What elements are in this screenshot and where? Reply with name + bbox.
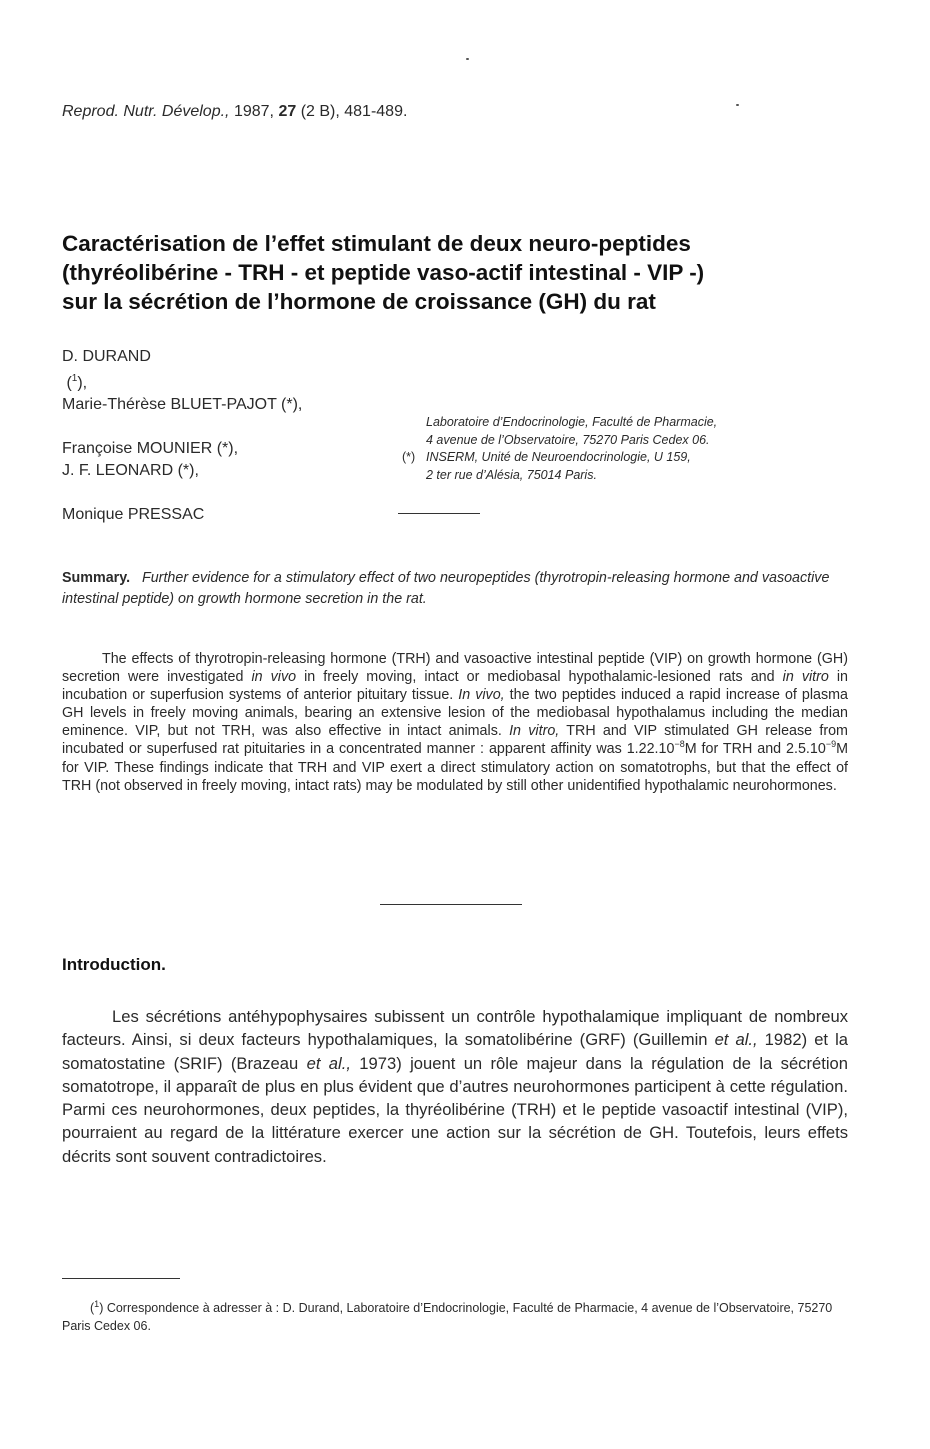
affiliation-line: Laboratoire d’Endocrinologie, Faculté de Pharmacie, — [426, 415, 718, 429]
footnote-text: Correspondence à adresser à : D. Durand, Laboratoire d’Endocrinologie, Faculté de Pharmacie, 4 avenue de l’Observatoire, 75270 Paris Cedex 06. — [62, 1301, 833, 1334]
scan-speck — [466, 58, 469, 60]
author: Marie-Thérèse BLUET-PAJOT (*), — [62, 396, 303, 414]
footnote-mark: 1 — [94, 1299, 100, 1309]
title-line: sur la sécrétion de l’hormone de croissance (GH) du rat — [62, 289, 656, 314]
summary — [62, 568, 848, 609]
affiliation-mark: (*) — [402, 450, 416, 464]
paper-title — [62, 229, 862, 316]
title-line: Caractérisation de l’effet stimulant de deux neuro-peptides — [62, 231, 691, 256]
footnote: ($^1$) Correspondence à adresser à : D. Durand, Laboratoire d’Endocrinologie, Faculté de Pharmacie, 4 avenue de l’Observatoire, 75270 Paris Cedex 06. — [62, 1299, 833, 1334]
author-footnote-mark: 1 — [71, 373, 78, 384]
journal-volume: 27 — [278, 103, 297, 120]
abstract: The effects of thyrotropin-releasing hormone (TRH) and vasoactive intestinal peptide (VIP) on growth hormone (GH) secretion were investigated in vivo in freely moving, intact or mediobasal hypothalamic-lesioned rats and in vitro in incubation or superfusion systems of anterior pituitary tissue. In vivo, the two peptides induced a rapid increase of plasma GH levels in freely moving animals, bearing an extensive lesion of the mediobasal hypothalamus including the median eminence. VIP, but not TRH, was also effective in intact animals. In vitro, TRH and VIP stimulated GH release from incubated or superfused rat pituitaries in a concentrated manner : apparent affinity was $1.22.10^{-8}M$ for TRH and $2.5.10^{-9}M$ for VIP. These findings indicate that TRH and VIP exert a direct stimulatory action on somatotrophs, but that the effect of TRH (not observed in freely moving, intact rats) may be modulated by still other unidentified hypothalamic neurohormones. — [62, 651, 849, 794]
journal-issue-pages: (2 B), 481-489. — [300, 103, 408, 120]
separator-rule — [398, 513, 480, 514]
journal-name: Reprod. Nutr. Dévelop., — [62, 103, 230, 120]
title-line: (thyréolibérine - TRH - et peptide vaso-actif intestinal - VIP -) — [62, 260, 705, 285]
affiliation-line: 4 avenue de l’Observatoire, 75270 Paris Cedex 06. — [426, 432, 710, 447]
affiliation-line: 2 ter rue d’Alésia, 75014 Paris. — [426, 467, 597, 482]
footnote-rule — [62, 1278, 180, 1279]
author: Monique PRESSAC — [62, 506, 205, 524]
affiliations — [402, 414, 717, 484]
introduction-paragraph: Les sécrétions antéhypophysaires subissent un contrôle hypothalamique impliquant de nombreux facteurs. Ainsi, si deux facteurs hypothalamiques, la somatolibérine (GRF) (Guillemin et al., 1982) et la somatostatine (SRIF) (Brazeau et al., 1973) jouent un rôle majeur dans la régulation de la sécrétion somatotrope, il apparaît de plus en plus évident que d’autres neurohormones participent à cette régulation. Parmi ces neurohormones, deux peptides, la thyréolibérine (TRH) et le peptide vasoactif intestinal (VIP), pourraient au regard de la littérature exercer une action sur la sécrétion de GH. Toutefois, leurs effets décrits sont souvent contradictoires. — [62, 1007, 849, 1166]
summary-text: Further evidence for a stimulatory effect of two neuropeptides (thyrotropin-releasing hormone and vasoactive intestinal peptide) on growth hormone secretion in the rat. — [62, 570, 830, 607]
author: D. DURAND — [62, 348, 151, 365]
summary-label: Summary. — [62, 570, 131, 586]
scan-speck — [736, 104, 739, 106]
author: Françoise MOUNIER (*), — [62, 440, 239, 458]
author-line: D. DURAND ($^1$), Marie-Thérèse BLUET-PAJOT (*), Françoise MOUNIER (*), — [62, 346, 302, 460]
separator-rule — [380, 904, 522, 905]
affiliation-line: (*) INSERM, Unité de Neuroendocrinologie, U 159, — [402, 449, 717, 467]
journal-year: 1987, — [233, 103, 274, 120]
author: J. F. LEONARD (*), — [62, 462, 199, 480]
author-line — [62, 460, 302, 526]
section-heading-introduction: Introduction. — [62, 955, 166, 974]
author-list — [62, 346, 302, 526]
journal-citation — [62, 103, 407, 121]
